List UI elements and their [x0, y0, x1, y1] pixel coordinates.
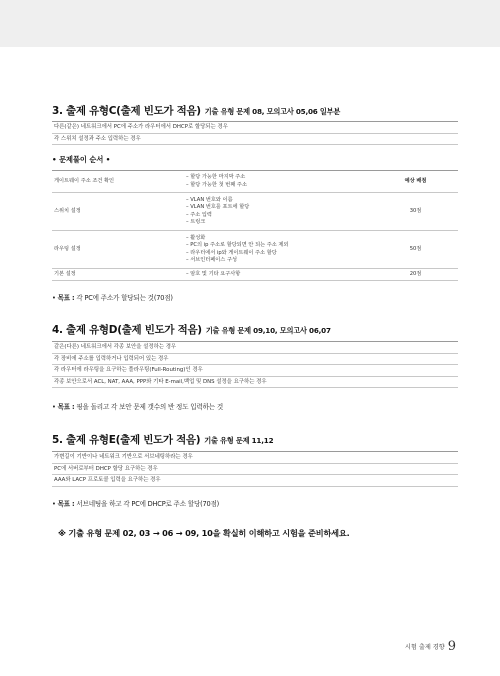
step-detail: – 트렁크	[186, 218, 206, 225]
condition-row: 가변길이 기반이나 네트워크 기반으로 서브네팅하라는 경우	[52, 452, 458, 464]
section-4-conditions	[52, 341, 458, 388]
table-row	[52, 171, 458, 193]
step-detail: – VLAN 번호를 포트에 할당	[186, 204, 250, 211]
score-header: 예상 배점	[373, 171, 458, 193]
page-footer	[405, 636, 456, 655]
goal-label: 목표 :	[57, 403, 75, 411]
condition-row: 각 장비에 주소를 입력하거나 입력되어 있는 경우	[52, 354, 458, 366]
table-row	[52, 193, 458, 231]
step-detail: – 라우터에서 ip와 게이트웨이 주소 할당	[186, 249, 277, 256]
section-3-heading: 3. 출제 유형C(출제 빈도가 적음)	[52, 105, 201, 117]
step-name: 게이트웨이 주소 조건 확인	[52, 171, 184, 193]
step-score: 20점	[373, 269, 458, 281]
goal-text: 서브네팅을 하고 각 PC에 DHCP로 주소 할당(70점)	[76, 500, 220, 508]
step-name: 라우팅 설정	[52, 231, 184, 269]
step-detail: – VLAN 번호와 이름	[186, 196, 233, 203]
step-details	[184, 269, 373, 281]
condition-row: 같은(다른) 네트워크에서 각종 보안을 설정하는 경우	[52, 342, 458, 354]
step-detail: – 서브인터페이스 구성	[186, 256, 237, 263]
step-score: 50점	[373, 231, 458, 269]
condition-row: 각종 보안으로서 ACL, NAT, AAA, PPP와 기타 E-mail,백업 및 DNS 설정을 요구하는 경우	[52, 377, 458, 389]
step-details	[184, 193, 373, 231]
step-detail: – 할당 가능한 마지막 주소	[186, 174, 246, 181]
study-recommendation-note: ※ 기출 유형 문제 02, 03 → 06 → 09, 10을 확실히 이해하고 시험을 준비하세요.	[58, 528, 350, 538]
condition-row: AAA와 LACP 프로토콜 입력을 요구하는 경우	[52, 475, 458, 487]
section-3-conditions	[52, 121, 458, 145]
step-name: 스위치 설정	[52, 193, 184, 231]
section-5-title	[52, 432, 273, 447]
section-4-title	[52, 322, 331, 337]
goal-text: 각 PC에 주소가 할당되는 것(70점)	[76, 294, 173, 302]
table-row	[52, 269, 458, 281]
step-detail: – PC의 ip 주소로 할당되면 안 되는 주소 제외	[186, 242, 289, 249]
condition-row: PC에 서버로부터 DHCP 할당 요구하는 경우	[52, 464, 458, 476]
goal-label: 목표 :	[57, 294, 75, 302]
step-details	[184, 231, 373, 269]
solution-steps-table	[52, 170, 458, 281]
step-detail: – 주소 입력	[186, 211, 212, 218]
section-5-heading: 5. 출제 유형E(출제 빈도가 적음)	[52, 434, 201, 446]
section-4-goal: • 목표 : 핑을 돌리고 각 보안 문제 갯수의 반 정도 입력하는 것	[52, 403, 223, 411]
section-5-goal: • 목표 : 서브네팅을 하고 각 PC에 DHCP로 주소 할당(70점)	[52, 500, 220, 508]
page-header-band	[0, 0, 500, 47]
page-number: 9	[447, 639, 456, 654]
solution-order-heading: • 문제풀이 순서 •	[52, 155, 111, 164]
section-3-title	[52, 103, 340, 118]
condition-row: 각 스위치 설정과 주소 입력하는 경우	[52, 134, 458, 146]
section-5-conditions	[52, 451, 458, 487]
step-score: 30점	[373, 193, 458, 231]
goal-label: 목표 :	[57, 500, 75, 508]
step-name: 기본 설정	[52, 269, 184, 281]
section-4-subtitle: 기출 유형 문제 09,10, 모의고사 06,07	[205, 326, 331, 335]
section-3-goal: • 목표 : 각 PC에 주소가 할당되는 것(70점)	[52, 294, 173, 302]
step-detail: – 할당 가능한 첫 번째 주소	[186, 181, 247, 188]
step-detail: – 암호 및 기타 요구사항	[186, 270, 241, 277]
section-4-heading: 4. 출제 유형D(출제 빈도가 적음)	[52, 324, 202, 336]
section-3-subtitle: 기출 유형 문제 08, 모의고사 05,06 일부분	[204, 107, 341, 116]
footer-text: 시험 출제 경향	[404, 644, 445, 651]
condition-row: 각 라우터에 라우팅을 요구하는 풀라우팅(Full-Routing)인 경우	[52, 365, 458, 377]
step-detail: – 활성화	[186, 234, 206, 241]
section-5-subtitle: 기출 유형 문제 11,12	[204, 436, 274, 445]
table-row	[52, 231, 458, 269]
goal-text: 핑을 돌리고 각 보안 문제 갯수의 반 정도 입력하는 것	[76, 403, 223, 411]
condition-row: 다른(같은) 네트워크에서 PC에 주소가 라우터에서 DHCP로 할당되는 경우	[52, 122, 458, 134]
step-details	[184, 171, 373, 193]
